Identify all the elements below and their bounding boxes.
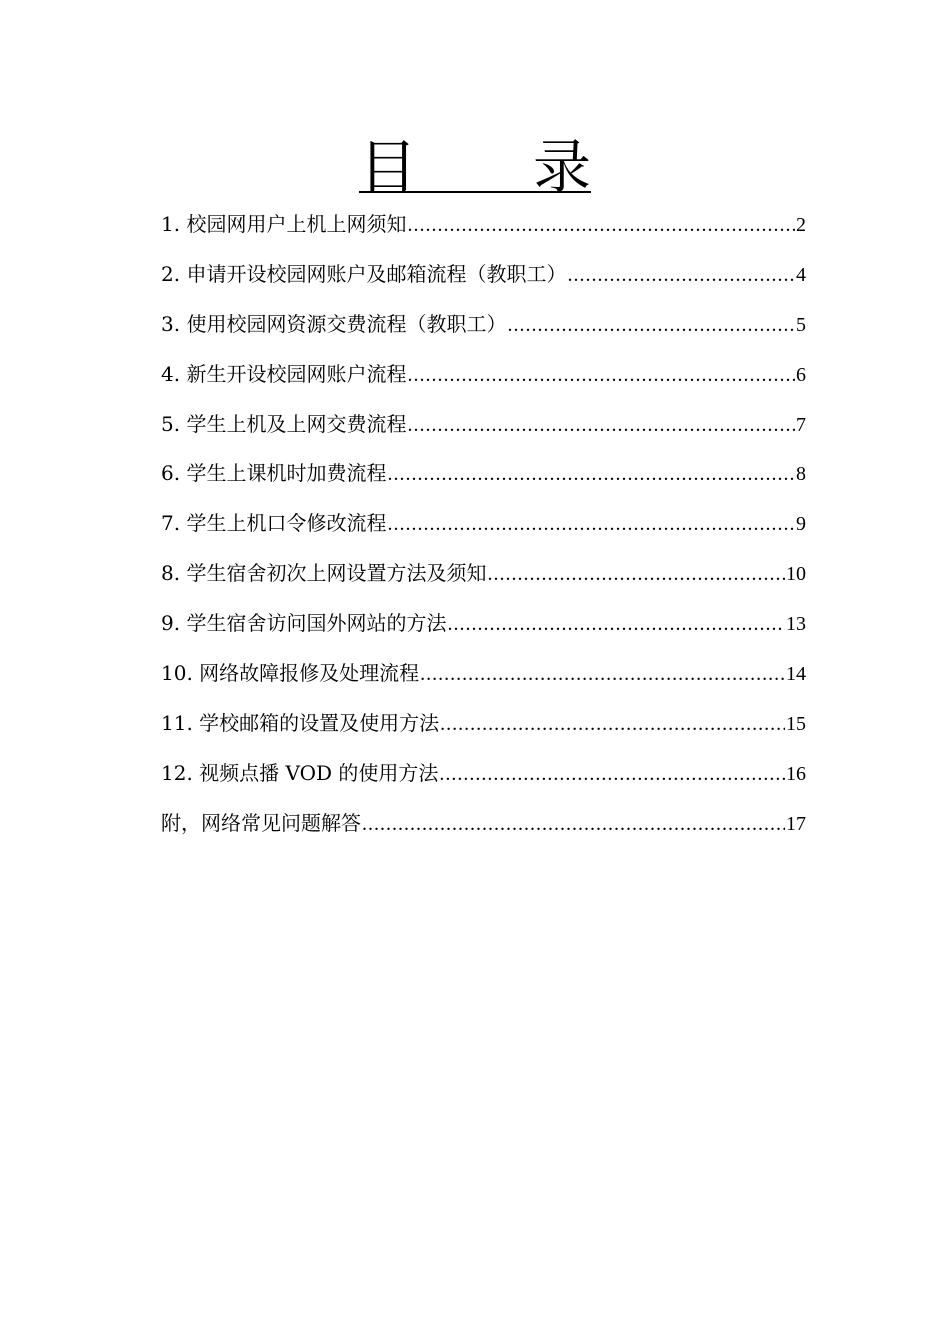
- toc-entry[interactable]: [161, 699, 806, 749]
- toc-entry[interactable]: [161, 549, 806, 599]
- toc-dot-leader: [407, 401, 795, 451]
- toc-dot-leader: [420, 650, 785, 700]
- toc-entry[interactable]: [161, 649, 806, 699]
- toc-entry[interactable]: [161, 449, 806, 499]
- toc-dot-leader: [407, 351, 795, 401]
- toc-entry-label: 10. 网络故障报修及处理流程: [161, 661, 420, 686]
- toc-entry-label: 3. 使用校园网资源交费流程（教职工）: [161, 311, 507, 336]
- toc-entry-label: 4. 新生开设校园网账户流程: [161, 361, 407, 386]
- toc-entry-page: 7: [796, 413, 806, 436]
- toc-dot-leader: [407, 201, 795, 251]
- toc-entry-label: 8. 学生宿舍初次上网设置方法及须知: [161, 561, 487, 586]
- toc-entry-label: 7. 学生上机口令修改流程: [161, 511, 387, 536]
- toc-entry-page: 6: [796, 363, 806, 386]
- toc-entry-page: 16: [786, 762, 806, 785]
- toc-entry[interactable]: [161, 250, 806, 300]
- toc-entry[interactable]: [161, 400, 806, 450]
- toc-dot-leader: [487, 550, 785, 600]
- toc-entry[interactable]: [161, 599, 806, 649]
- toc-entry[interactable]: [161, 799, 806, 849]
- toc-entry-label: 2. 申请开设校园网账户及邮箱流程（教职工）: [161, 261, 567, 286]
- toc-entry-label: 9. 学生宿舍访问国外网站的方法: [161, 611, 447, 636]
- toc-title-text: 目 录: [358, 133, 591, 201]
- toc-entry-label: 11. 学校邮箱的设置及使用方法: [161, 710, 440, 735]
- toc-entry[interactable]: [161, 749, 806, 799]
- toc-entry-page: 15: [786, 712, 806, 735]
- toc-entry-page: 14: [786, 663, 806, 686]
- toc-entry-page: 13: [786, 613, 806, 636]
- toc-dot-leader: [439, 750, 785, 800]
- toc-entry-page: 5: [796, 313, 806, 336]
- toc-dot-leader: [507, 301, 795, 351]
- toc-entry[interactable]: [161, 200, 806, 250]
- toc-list: [161, 200, 806, 849]
- toc-entry-page: 17: [786, 812, 806, 835]
- toc-entry[interactable]: [161, 350, 806, 400]
- toc-dot-leader: [447, 600, 785, 650]
- toc-entry-page: 2: [796, 214, 806, 236]
- toc-entry-page: 4: [796, 263, 806, 286]
- toc-title: [0, 132, 950, 202]
- toc-dot-leader: [387, 450, 795, 500]
- toc-entry-page: 10: [786, 563, 806, 586]
- toc-entry-page: 8: [796, 463, 806, 486]
- toc-entry[interactable]: [161, 300, 806, 350]
- toc-entry-label: 6. 学生上课机时加费流程: [161, 461, 387, 486]
- toc-dot-leader: [440, 700, 785, 750]
- toc-dot-leader: [567, 251, 795, 301]
- toc-entry-label: 12. 视频点播 VOD 的使用方法: [161, 760, 439, 785]
- toc-entry-page: 9: [796, 513, 806, 536]
- toc-entry[interactable]: [161, 499, 806, 549]
- toc-entry-label: 5. 学生上机及上网交费流程: [161, 411, 407, 436]
- toc-entry-label: 附，网络常见问题解答: [161, 810, 361, 835]
- toc-dot-leader: [362, 800, 785, 850]
- toc-dot-leader: [387, 500, 795, 550]
- toc-entry-label: 1. 校园网用户上机上网须知: [161, 212, 407, 236]
